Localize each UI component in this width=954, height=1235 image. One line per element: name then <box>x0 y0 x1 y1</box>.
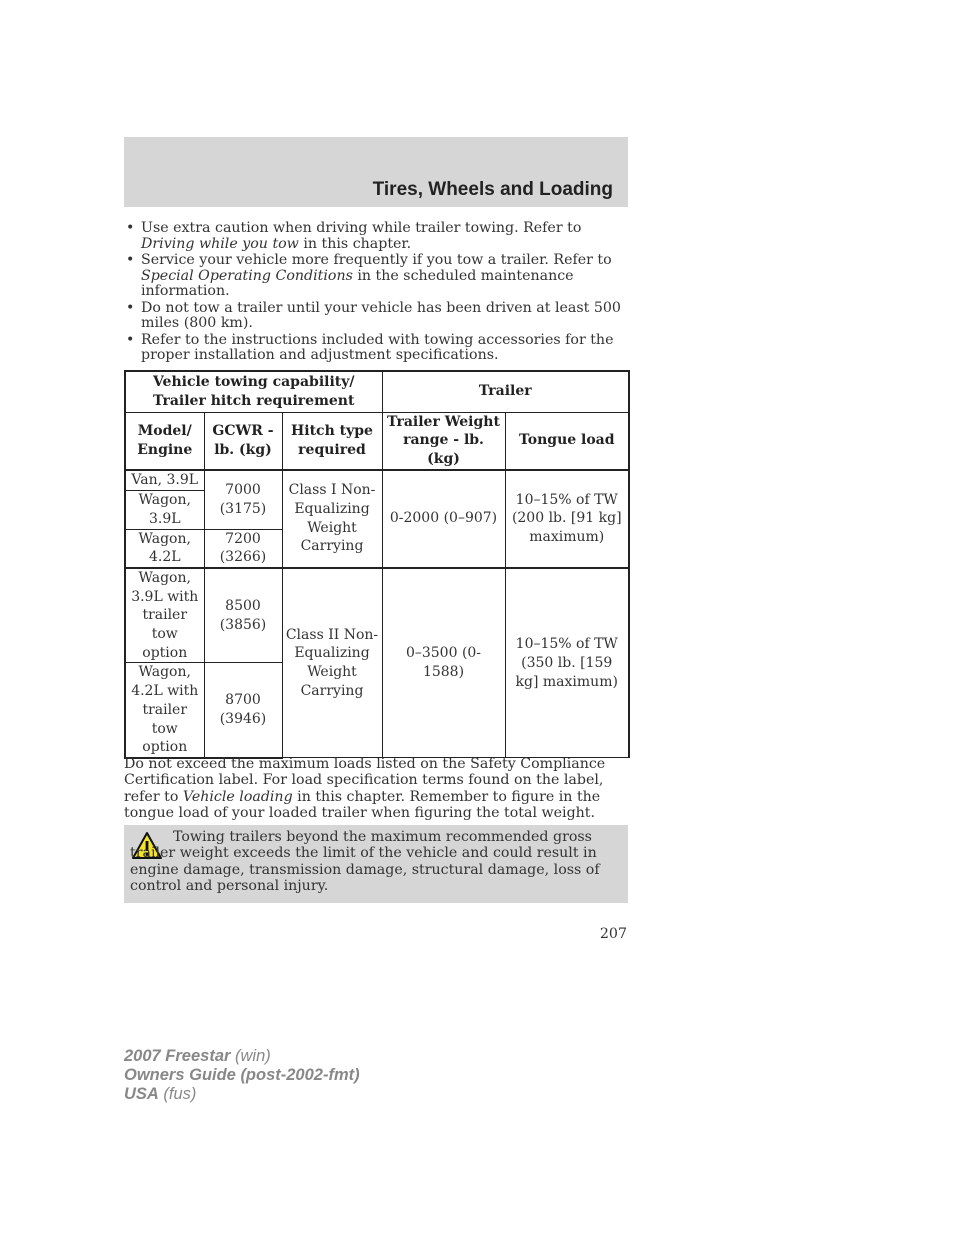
table-header-row <box>125 412 629 470</box>
cell-model: Wagon, 4.2L with trailer tow option <box>125 663 204 758</box>
column-header-tongue-load: Tongue load <box>505 412 629 470</box>
cell-gcwr: 8700 (3946) <box>204 663 282 758</box>
bullet-icon: • <box>126 331 135 348</box>
bullet-text: Refer to the instructions included with towing accessories for the proper installation and adjustment specifications. <box>141 331 614 363</box>
section-title: Tires, Wheels and Loading <box>372 179 613 200</box>
bullet-text: in the scheduled maintenance information. <box>141 267 574 299</box>
list-item <box>124 333 628 364</box>
footer-guide: Owners Guide (post-2002-fmt) <box>124 1066 360 1084</box>
footer-code: (fus) <box>158 1085 197 1103</box>
cell-model: Wagon, 3.9L with trailer tow option <box>125 568 204 663</box>
footer-code: (win) <box>230 1047 271 1065</box>
section-header-band <box>124 137 628 207</box>
cell-gcwr: 8500 (3856) <box>204 568 282 663</box>
cell-tongue-load: 10–15% of TW (200 lb. [91 kg] maximum) <box>505 470 629 568</box>
paragraph-text: in this chapter. Remember to figure in the tongue load of your loaded trailer when figuring the total weight. <box>124 788 601 821</box>
page-number: 207 <box>599 926 627 942</box>
paragraph-reference: Vehicle loading <box>182 788 293 805</box>
table-group-header-row <box>125 371 629 412</box>
cell-tongue-load: 10–15% of TW (350 lb. [159 kg] maximum) <box>505 568 629 758</box>
warning-box <box>124 825 628 903</box>
column-header-model: Model/ Engine <box>125 412 204 470</box>
bullet-icon: • <box>126 252 135 268</box>
bullet-icon: • <box>126 220 135 236</box>
cell-gcwr: 7200 (3266) <box>204 529 282 568</box>
column-header-gcwr: GCWR - lb. (kg) <box>204 412 282 470</box>
footer-model: 2007 Freestar <box>124 1047 231 1065</box>
column-header-weight-range: Trailer Weight range - lb. (kg) <box>382 412 505 470</box>
bullet-text: Use extra caution when driving while trailer towing. Refer to <box>141 220 582 236</box>
towing-capability-table <box>124 370 630 759</box>
cell-model: Wagon, 3.9L <box>125 491 204 529</box>
cell-model: Van, 3.9L <box>125 470 204 491</box>
bullet-text: Service your vehicle more frequently if you tow a trailer. Refer to <box>141 252 612 268</box>
paragraph-text: Do not exceed the maximum loads listed on the Safety Compliance Certification label. For load specification terms found on the label, refer to <box>124 756 606 805</box>
cell-hitch: Class II Non-Equalizing Weight Carrying <box>282 568 382 758</box>
list-item <box>124 221 628 252</box>
table-row <box>125 470 629 491</box>
bullet-reference: Special Operating Conditions <box>141 267 353 284</box>
bullet-list <box>124 221 628 365</box>
cell-hitch: Class I Non-Equalizing Weight Carrying <box>282 470 382 568</box>
bullet-reference: Driving while you tow <box>141 235 299 252</box>
table-group-header: Vehicle towing capability/ Trailer hitch requirement <box>125 371 382 412</box>
column-header-hitch: Hitch type required <box>282 412 382 470</box>
table-row <box>125 568 629 663</box>
cell-weight-range: 0–3500 (0-1588) <box>382 568 505 758</box>
table-group-header: Trailer <box>382 371 629 412</box>
bullet-icon: • <box>126 299 135 316</box>
cell-weight-range: 0-2000 (0–907) <box>382 470 505 568</box>
footer-market: USA <box>124 1085 159 1103</box>
cell-model: Wagon, 4.2L <box>125 529 204 568</box>
load-limit-paragraph <box>124 756 628 821</box>
list-item <box>124 253 628 300</box>
cell-gcwr: 7000 (3175) <box>204 470 282 529</box>
bullet-text: Do not tow a trailer until your vehicle has been driven at least 500 miles (800 km). <box>141 299 621 331</box>
bullet-text: in this chapter. <box>298 235 412 252</box>
document-footer <box>124 1047 360 1104</box>
warning-text: Towing trailers beyond the maximum recommended gross trailer weight exceeds the limit of the vehicle and could result in engine damage, transmission damage, structural damage, loss of control and personal injury. <box>130 829 600 894</box>
list-item <box>124 301 628 332</box>
